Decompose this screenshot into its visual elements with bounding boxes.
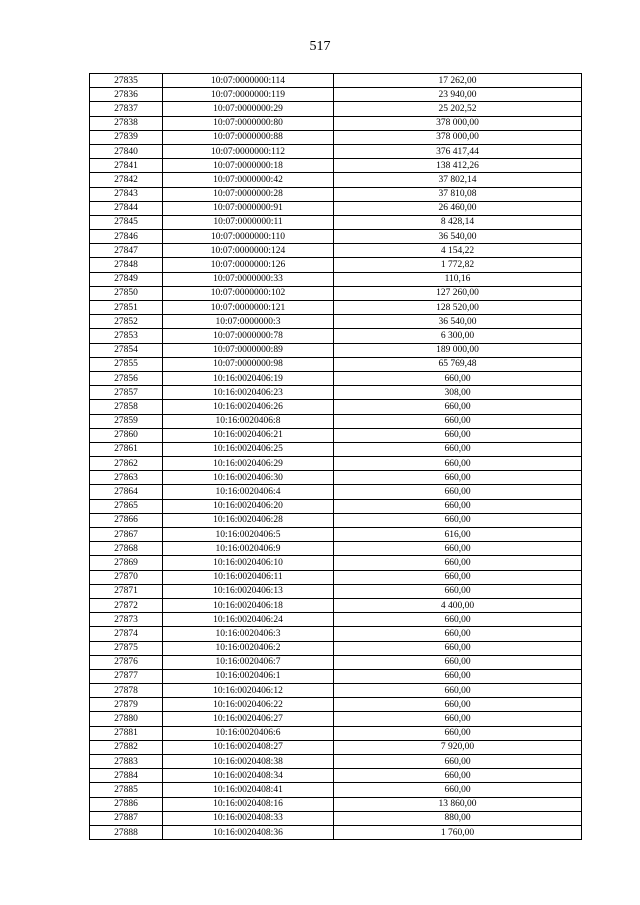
table-row (90, 783, 582, 797)
row-number-cell: 27888 (90, 825, 163, 839)
cadastral-number-cell: 10:07:0000000:42 (163, 173, 334, 187)
row-number-cell: 27855 (90, 357, 163, 371)
cadastral-number-cell: 10:07:0000000:112 (163, 144, 334, 158)
table-row (90, 556, 582, 570)
value-cell: 660,00 (334, 513, 582, 527)
table-row (90, 88, 582, 102)
value-cell: 6 300,00 (334, 329, 582, 343)
value-cell: 660,00 (334, 726, 582, 740)
value-cell: 660,00 (334, 414, 582, 428)
cadastral-number-cell: 10:07:0000000:91 (163, 201, 334, 215)
row-number-cell: 27849 (90, 272, 163, 286)
table-row (90, 357, 582, 371)
cadastral-number-cell: 10:16:0020406:1 (163, 669, 334, 683)
table-row (90, 343, 582, 357)
value-cell: 36 540,00 (334, 230, 582, 244)
cadastral-number-cell: 10:16:0020406:22 (163, 698, 334, 712)
row-number-cell: 27869 (90, 556, 163, 570)
cadastral-number-cell: 10:07:0000000:33 (163, 272, 334, 286)
value-cell: 660,00 (334, 627, 582, 641)
row-number-cell: 27838 (90, 116, 163, 130)
cadastral-number-cell: 10:07:0000000:88 (163, 130, 334, 144)
table-row (90, 371, 582, 385)
cadastral-number-cell: 10:16:0020406:28 (163, 513, 334, 527)
cadastral-number-cell: 10:16:0020406:6 (163, 726, 334, 740)
value-cell: 660,00 (334, 669, 582, 683)
value-cell: 660,00 (334, 655, 582, 669)
value-cell: 880,00 (334, 811, 582, 825)
row-number-cell: 27863 (90, 471, 163, 485)
value-cell: 7 920,00 (334, 740, 582, 754)
cadastral-number-cell: 10:07:0000000:102 (163, 286, 334, 300)
value-cell: 4 400,00 (334, 598, 582, 612)
row-number-cell: 27860 (90, 428, 163, 442)
cadastral-number-cell: 10:07:0000000:121 (163, 301, 334, 315)
table-row (90, 797, 582, 811)
cadastral-number-cell: 10:07:0000000:98 (163, 357, 334, 371)
table-row (90, 669, 582, 683)
cadastral-number-cell: 10:07:0000000:18 (163, 159, 334, 173)
value-cell: 138 412,26 (334, 159, 582, 173)
table-row (90, 513, 582, 527)
table-row (90, 613, 582, 627)
table-row (90, 457, 582, 471)
row-number-cell: 27840 (90, 144, 163, 158)
row-number-cell: 27859 (90, 414, 163, 428)
row-number-cell: 27875 (90, 641, 163, 655)
row-number-cell: 27854 (90, 343, 163, 357)
value-cell: 660,00 (334, 641, 582, 655)
value-cell: 660,00 (334, 400, 582, 414)
table-row (90, 215, 582, 229)
table-row (90, 712, 582, 726)
table-row (90, 400, 582, 414)
row-number-cell: 27850 (90, 286, 163, 300)
table-row (90, 144, 582, 158)
value-cell: 36 540,00 (334, 315, 582, 329)
value-cell: 660,00 (334, 542, 582, 556)
cadastral-number-cell: 10:16:0020406:7 (163, 655, 334, 669)
page-number: 517 (309, 39, 331, 54)
table-row (90, 329, 582, 343)
value-cell: 660,00 (334, 471, 582, 485)
value-cell: 660,00 (334, 499, 582, 513)
table-row (90, 698, 582, 712)
row-number-cell: 27865 (90, 499, 163, 513)
table-row (90, 499, 582, 513)
table-row (90, 627, 582, 641)
cadastral-number-cell: 10:16:0020408:41 (163, 783, 334, 797)
cadastral-number-cell: 10:07:0000000:28 (163, 187, 334, 201)
cadastral-value-table (89, 73, 582, 840)
cadastral-number-cell: 10:16:0020406:19 (163, 371, 334, 385)
cadastral-number-cell: 10:07:0000000:89 (163, 343, 334, 357)
table-row (90, 684, 582, 698)
row-number-cell: 27845 (90, 215, 163, 229)
row-number-cell: 27847 (90, 244, 163, 258)
value-cell: 1 760,00 (334, 825, 582, 839)
row-number-cell: 27878 (90, 684, 163, 698)
row-number-cell: 27836 (90, 88, 163, 102)
table-row (90, 641, 582, 655)
table-body (90, 74, 582, 840)
value-cell: 37 810,08 (334, 187, 582, 201)
row-number-cell: 27873 (90, 613, 163, 627)
table-row (90, 74, 582, 88)
table-row (90, 811, 582, 825)
value-cell: 376 417,44 (334, 144, 582, 158)
cadastral-number-cell: 10:16:0020406:23 (163, 386, 334, 400)
cadastral-number-cell: 10:16:0020406:20 (163, 499, 334, 513)
cadastral-number-cell: 10:16:0020408:36 (163, 825, 334, 839)
value-cell: 660,00 (334, 769, 582, 783)
cadastral-number-cell: 10:16:0020406:24 (163, 613, 334, 627)
table-row (90, 726, 582, 740)
row-number-cell: 27874 (90, 627, 163, 641)
row-number-cell: 27867 (90, 528, 163, 542)
cadastral-number-cell: 10:16:0020406:18 (163, 598, 334, 612)
cadastral-number-cell: 10:16:0020406:2 (163, 641, 334, 655)
value-cell: 660,00 (334, 570, 582, 584)
value-cell: 37 802,14 (334, 173, 582, 187)
value-cell: 128 520,00 (334, 301, 582, 315)
row-number-cell: 27839 (90, 130, 163, 144)
row-number-cell: 27835 (90, 74, 163, 88)
cadastral-number-cell: 10:07:0000000:3 (163, 315, 334, 329)
table-row (90, 173, 582, 187)
value-cell: 189 000,00 (334, 343, 582, 357)
cadastral-number-cell: 10:16:0020408:34 (163, 769, 334, 783)
cadastral-number-cell: 10:16:0020406:12 (163, 684, 334, 698)
row-number-cell: 27886 (90, 797, 163, 811)
row-number-cell: 27846 (90, 230, 163, 244)
row-number-cell: 27864 (90, 485, 163, 499)
table-row (90, 116, 582, 130)
cadastral-number-cell: 10:16:0020406:30 (163, 471, 334, 485)
table-row (90, 230, 582, 244)
cadastral-number-cell: 10:16:0020408:27 (163, 740, 334, 754)
value-cell: 65 769,48 (334, 357, 582, 371)
cadastral-number-cell: 10:07:0000000:124 (163, 244, 334, 258)
value-cell: 660,00 (334, 457, 582, 471)
cadastral-number-cell: 10:07:0000000:126 (163, 258, 334, 272)
cadastral-number-cell: 10:16:0020406:27 (163, 712, 334, 726)
table-row (90, 485, 582, 499)
value-cell: 660,00 (334, 755, 582, 769)
value-cell: 25 202,52 (334, 102, 582, 116)
cadastral-number-cell: 10:07:0000000:110 (163, 230, 334, 244)
row-number-cell: 27848 (90, 258, 163, 272)
row-number-cell: 27843 (90, 187, 163, 201)
value-cell: 660,00 (334, 442, 582, 456)
row-number-cell: 27884 (90, 769, 163, 783)
cadastral-number-cell: 10:16:0020406:4 (163, 485, 334, 499)
cadastral-number-cell: 10:07:0000000:114 (163, 74, 334, 88)
row-number-cell: 27841 (90, 159, 163, 173)
row-number-cell: 27857 (90, 386, 163, 400)
cadastral-number-cell: 10:16:0020406:9 (163, 542, 334, 556)
cadastral-number-cell: 10:16:0020406:26 (163, 400, 334, 414)
value-cell: 616,00 (334, 528, 582, 542)
cadastral-number-cell: 10:16:0020406:21 (163, 428, 334, 442)
table-row (90, 769, 582, 783)
cadastral-number-cell: 10:16:0020406:29 (163, 457, 334, 471)
cadastral-number-cell: 10:16:0020408:33 (163, 811, 334, 825)
table-row (90, 258, 582, 272)
row-number-cell: 27885 (90, 783, 163, 797)
value-cell: 4 154,22 (334, 244, 582, 258)
table-row (90, 542, 582, 556)
table-row (90, 740, 582, 754)
cadastral-number-cell: 10:16:0020406:25 (163, 442, 334, 456)
row-number-cell: 27870 (90, 570, 163, 584)
table-row (90, 584, 582, 598)
cadastral-number-cell: 10:16:0020408:16 (163, 797, 334, 811)
value-cell: 13 860,00 (334, 797, 582, 811)
table-row (90, 414, 582, 428)
cadastral-number-cell: 10:16:0020406:5 (163, 528, 334, 542)
row-number-cell: 27856 (90, 371, 163, 385)
cadastral-number-cell: 10:16:0020408:38 (163, 755, 334, 769)
table-row (90, 272, 582, 286)
table-row (90, 286, 582, 300)
cadastral-number-cell: 10:16:0020406:11 (163, 570, 334, 584)
table-row (90, 528, 582, 542)
value-cell: 660,00 (334, 613, 582, 627)
row-number-cell: 27851 (90, 301, 163, 315)
row-number-cell: 27866 (90, 513, 163, 527)
value-cell: 660,00 (334, 684, 582, 698)
row-number-cell: 27881 (90, 726, 163, 740)
table-row (90, 102, 582, 116)
row-number-cell: 27861 (90, 442, 163, 456)
value-cell: 660,00 (334, 428, 582, 442)
value-cell: 308,00 (334, 386, 582, 400)
row-number-cell: 27844 (90, 201, 163, 215)
value-cell: 660,00 (334, 698, 582, 712)
row-number-cell: 27871 (90, 584, 163, 598)
cadastral-number-cell: 10:16:0020406:3 (163, 627, 334, 641)
value-cell: 17 262,00 (334, 74, 582, 88)
row-number-cell: 27882 (90, 740, 163, 754)
row-number-cell: 27887 (90, 811, 163, 825)
table-row (90, 755, 582, 769)
value-cell: 660,00 (334, 712, 582, 726)
table-row (90, 570, 582, 584)
row-number-cell: 27842 (90, 173, 163, 187)
cadastral-number-cell: 10:07:0000000:80 (163, 116, 334, 130)
row-number-cell: 27879 (90, 698, 163, 712)
table-row (90, 386, 582, 400)
row-number-cell: 27868 (90, 542, 163, 556)
cadastral-number-cell: 10:07:0000000:119 (163, 88, 334, 102)
row-number-cell: 27853 (90, 329, 163, 343)
table-row (90, 301, 582, 315)
value-cell: 660,00 (334, 556, 582, 570)
value-cell: 127 260,00 (334, 286, 582, 300)
cadastral-number-cell: 10:16:0020406:10 (163, 556, 334, 570)
value-cell: 1 772,82 (334, 258, 582, 272)
value-cell: 660,00 (334, 584, 582, 598)
value-cell: 378 000,00 (334, 116, 582, 130)
table-row (90, 825, 582, 839)
cadastral-number-cell: 10:16:0020406:13 (163, 584, 334, 598)
value-cell: 660,00 (334, 783, 582, 797)
value-cell: 660,00 (334, 371, 582, 385)
table-row (90, 655, 582, 669)
row-number-cell: 27862 (90, 457, 163, 471)
cadastral-number-cell: 10:07:0000000:11 (163, 215, 334, 229)
value-cell: 660,00 (334, 485, 582, 499)
table-row (90, 442, 582, 456)
row-number-cell: 27877 (90, 669, 163, 683)
table-row (90, 598, 582, 612)
value-cell: 378 000,00 (334, 130, 582, 144)
table-row (90, 187, 582, 201)
row-number-cell: 27880 (90, 712, 163, 726)
table-row (90, 428, 582, 442)
row-number-cell: 27837 (90, 102, 163, 116)
value-cell: 23 940,00 (334, 88, 582, 102)
row-number-cell: 27852 (90, 315, 163, 329)
table-row (90, 244, 582, 258)
row-number-cell: 27858 (90, 400, 163, 414)
table-row (90, 201, 582, 215)
value-cell: 8 428,14 (334, 215, 582, 229)
row-number-cell: 27872 (90, 598, 163, 612)
table-row (90, 159, 582, 173)
cadastral-number-cell: 10:07:0000000:78 (163, 329, 334, 343)
cadastral-number-cell: 10:07:0000000:29 (163, 102, 334, 116)
table-row (90, 130, 582, 144)
value-cell: 26 460,00 (334, 201, 582, 215)
table-row (90, 471, 582, 485)
value-cell: 110,16 (334, 272, 582, 286)
row-number-cell: 27883 (90, 755, 163, 769)
cadastral-number-cell: 10:16:0020406:8 (163, 414, 334, 428)
row-number-cell: 27876 (90, 655, 163, 669)
table-row (90, 315, 582, 329)
